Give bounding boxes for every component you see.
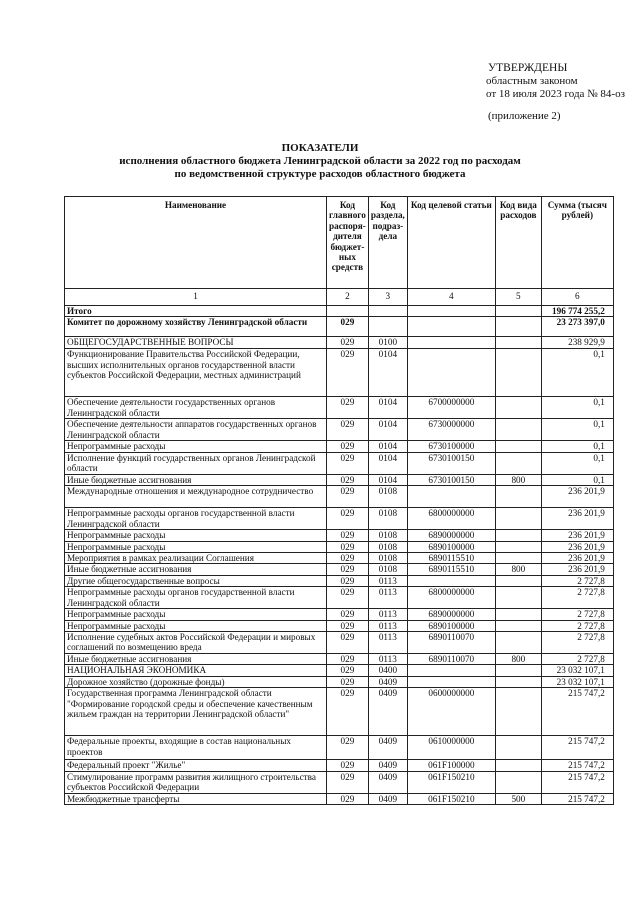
row-razdel: 0104 [368,349,407,397]
row-expense-type [495,397,541,419]
row-sum: 2 727,8 [541,632,613,654]
header-razdel: Код раздела, подраз-дела [368,197,407,289]
table-row [65,553,614,564]
row-grbs: 029 [327,486,369,508]
row-name: Межбюджетные трансферты [65,793,327,804]
row-razdel: 0113 [368,587,407,609]
header-target-article: Код целевой статьи [407,197,495,289]
row-grbs: 029 [327,419,369,441]
row-grbs: 029 [327,620,369,631]
row-expense-type [495,541,541,552]
row-razdel: 0104 [368,441,407,452]
row-razdel: 0113 [368,632,407,654]
row-name: Иные бюджетные ассигнования [65,564,327,575]
row-sum: 2 727,8 [541,609,613,620]
header-grbs: Код главного распоря-дителя бюджет-ных средств [327,197,369,289]
row-name: Исполнение судебных актов Российской Федерации и мировых соглашений по возмещению вреда [65,632,327,654]
table-header-row [65,197,614,289]
row-sum: 0,1 [541,349,613,397]
row-expense-type [495,553,541,564]
row-expense-type [495,419,541,441]
table-row [65,736,614,760]
row-expense-type [495,688,541,736]
row-name: Непрограммные расходы [65,620,327,631]
row-sum: 236 201,9 [541,564,613,575]
row-expense-type [495,452,541,474]
column-number: 6 [541,289,613,306]
row-name: Итого [65,306,327,317]
row-expense-type [495,587,541,609]
row-razdel: 0108 [368,508,407,530]
row-sum: 215 747,2 [541,793,613,804]
row-grbs: 029 [327,474,369,485]
row-expense-type [495,575,541,586]
row-name: Международные отношения и международное сотрудничество [65,486,327,508]
table-row [65,665,614,676]
row-name: НАЦИОНАЛЬНАЯ ЭКОНОМИКА [65,665,327,676]
row-name: Иные бюджетные ассигнования [65,654,327,665]
column-number: 1 [65,289,327,306]
row-name: Функционирование Правительства Российской Федерации, высших исполнительных органов государственной власти субъектов Российской Федерации, местных администраций [65,349,327,397]
header-name: Наименование [65,197,327,289]
row-razdel: 0409 [368,771,407,793]
table-row [65,530,614,541]
row-expense-type [495,620,541,631]
table-row [65,349,614,397]
table-row [65,587,614,609]
row-name: Федеральные проекты, входящие в состав национальных проектов [65,736,327,760]
row-sum: 0,1 [541,397,613,419]
expenditure-table [64,196,614,805]
row-razdel: 0108 [368,553,407,564]
row-name: Обеспечение деятельности государственных органов Ленинградской области [65,397,327,419]
row-grbs: 029 [327,564,369,575]
table-row [65,317,614,337]
row-razdel: 0108 [368,486,407,508]
header-expense-type: Код вида расходов [495,197,541,289]
row-target-article: 6890115510 [407,564,495,575]
row-razdel: 0108 [368,564,407,575]
row-grbs: 029 [327,654,369,665]
row-expense-type [495,736,541,760]
row-grbs: 029 [327,441,369,452]
row-sum: 236 201,9 [541,530,613,541]
table-row [65,793,614,804]
row-grbs: 029 [327,688,369,736]
row-sum: 23 032 107,1 [541,676,613,687]
row-razdel: 0409 [368,676,407,687]
row-razdel: 0400 [368,665,407,676]
row-sum: 236 201,9 [541,541,613,552]
row-target-article: 061F100000 [407,760,495,771]
row-grbs: 029 [327,530,369,541]
table-row [65,452,614,474]
row-razdel: 0409 [368,793,407,804]
row-target-article: 6800000000 [407,508,495,530]
row-target-article [407,306,495,317]
row-target-article: 6890000000 [407,530,495,541]
row-sum: 2 727,8 [541,654,613,665]
row-grbs: 029 [327,665,369,676]
row-grbs: 029 [327,587,369,609]
row-expense-type [495,771,541,793]
row-target-article: 6730100000 [407,441,495,452]
table-row [65,474,614,485]
row-razdel: 0409 [368,760,407,771]
row-sum: 236 201,9 [541,553,613,564]
row-expense-type [495,508,541,530]
row-name: Стимулирование программ развития жилищного строительства субъектов Российской Федерации [65,771,327,793]
table-row [65,654,614,665]
row-razdel: 0113 [368,575,407,586]
row-target-article: 6730000000 [407,419,495,441]
row-expense-type: 800 [495,564,541,575]
table-row [65,397,614,419]
approval-line-date: от 18 июля 2023 года № 84-оз [486,88,625,100]
row-target-article: 6700000000 [407,397,495,419]
table-row [65,541,614,552]
row-sum: 2 727,8 [541,620,613,631]
row-grbs [327,306,369,317]
row-razdel: 0409 [368,736,407,760]
table-row [65,609,614,620]
row-grbs: 029 [327,337,369,349]
row-target-article [407,676,495,687]
row-expense-type [495,676,541,687]
row-expense-type [495,665,541,676]
row-name: Другие общегосударственные вопросы [65,575,327,586]
row-grbs: 029 [327,541,369,552]
row-name: Иные бюджетные ассигнования [65,474,327,485]
row-grbs: 029 [327,771,369,793]
row-target-article: 0600000000 [407,688,495,736]
row-target-article: 6730100150 [407,474,495,485]
row-grbs: 029 [327,760,369,771]
row-name: Исполнение функций государственных органов Ленинградской области [65,452,327,474]
row-name: Обеспечение деятельности аппаратов государственных органов Ленинградской области [65,419,327,441]
document-title: ПОКАЗАТЕЛИ [281,142,359,154]
table-row [65,760,614,771]
row-target-article [407,317,495,337]
row-razdel: 0108 [368,530,407,541]
table-row [65,306,614,317]
row-expense-type [495,441,541,452]
row-grbs: 029 [327,736,369,760]
column-number: 5 [495,289,541,306]
row-sum: 215 747,2 [541,771,613,793]
row-expense-type: 800 [495,474,541,485]
row-target-article: 0610000000 [407,736,495,760]
row-expense-type [495,306,541,317]
document-subtitle-1: исполнения областного бюджета Ленинградской области за 2022 год по расходам [119,155,521,167]
row-name: Непрограммные расходы [65,441,327,452]
row-sum: 196 774 255,2 [541,306,613,317]
row-target-article: 6730100150 [407,452,495,474]
approval-line-law: областным законом [486,75,578,87]
row-grbs: 029 [327,553,369,564]
row-expense-type [495,349,541,397]
row-razdel: 0104 [368,452,407,474]
row-sum: 215 747,2 [541,760,613,771]
table-row [65,575,614,586]
table-row [65,688,614,736]
row-target-article: 061F150210 [407,793,495,804]
row-expense-type: 500 [495,793,541,804]
row-expense-type [495,317,541,337]
table-body [65,306,614,805]
table-row [65,564,614,575]
row-sum: 215 747,2 [541,736,613,760]
row-grbs: 029 [327,317,369,337]
row-target-article: 6890000000 [407,609,495,620]
row-razdel: 0104 [368,474,407,485]
row-sum: 0,1 [541,474,613,485]
row-name: Дорожное хозяйство (дорожные фонды) [65,676,327,687]
row-target-article: 6890110070 [407,632,495,654]
row-sum: 236 201,9 [541,486,613,508]
row-grbs: 029 [327,508,369,530]
column-number: 4 [407,289,495,306]
row-razdel: 0113 [368,654,407,665]
table-row [65,508,614,530]
table-row [65,676,614,687]
table-row [65,337,614,349]
row-razdel [368,306,407,317]
row-grbs: 029 [327,397,369,419]
row-grbs: 029 [327,452,369,474]
row-expense-type [495,609,541,620]
row-sum: 0,1 [541,419,613,441]
table-row [65,441,614,452]
header-sum: Сумма (тысяч рублей) [541,197,613,289]
row-grbs: 029 [327,676,369,687]
table-row [65,486,614,508]
approval-stamp [486,62,636,123]
row-expense-type: 800 [495,654,541,665]
row-sum: 215 747,2 [541,688,613,736]
row-name: Государственная программа Ленинградской области "Формирование городской среды и обеспечение качественным жильем граждан на территории Ленинградской области" [65,688,327,736]
row-target-article: 6890115510 [407,553,495,564]
row-sum: 2 727,8 [541,587,613,609]
row-grbs: 029 [327,793,369,804]
row-sum: 0,1 [541,441,613,452]
row-name: Непрограммные расходы органов государственной власти Ленинградской области [65,587,327,609]
row-name: Непрограммные расходы органов государственной власти Ленинградской области [65,508,327,530]
row-grbs: 029 [327,609,369,620]
row-expense-type [495,486,541,508]
row-expense-type [495,632,541,654]
row-name: Непрограммные расходы [65,541,327,552]
row-target-article: 061F150210 [407,771,495,793]
row-name: ОБЩЕГОСУДАРСТВЕННЫЕ ВОПРОСЫ [65,337,327,349]
column-numbers-row [65,289,614,306]
row-name: Федеральный проект "Жилье" [65,760,327,771]
row-expense-type [495,530,541,541]
row-razdel: 0409 [368,688,407,736]
row-sum: 23 273 397,0 [541,317,613,337]
row-target-article [407,486,495,508]
row-target-article: 6890100000 [407,620,495,631]
row-expense-type [495,337,541,349]
row-sum: 238 929,9 [541,337,613,349]
column-number: 2 [327,289,369,306]
row-name: Непрограммные расходы [65,609,327,620]
row-grbs: 029 [327,349,369,397]
table-row [65,419,614,441]
row-sum: 2 727,8 [541,575,613,586]
row-name: Непрограммные расходы [65,530,327,541]
row-sum: 0,1 [541,452,613,474]
row-name: Мероприятия в рамках реализации Соглашения [65,553,327,564]
row-target-article: 6890100000 [407,541,495,552]
row-razdel: 0108 [368,541,407,552]
table-row [65,771,614,793]
column-number: 3 [368,289,407,306]
table-row [65,632,614,654]
row-grbs: 029 [327,632,369,654]
row-target-article: 6890110070 [407,654,495,665]
row-sum: 236 201,9 [541,508,613,530]
table-row [65,620,614,631]
row-razdel: 0113 [368,609,407,620]
document-subtitle-2: по ведомственной структуре расходов областного бюджета [174,168,466,180]
row-razdel: 0113 [368,620,407,631]
row-name: Комитет по дорожному хозяйству Ленинградской области [65,317,327,337]
row-target-article [407,575,495,586]
row-razdel [368,317,407,337]
row-target-article: 6800000000 [407,587,495,609]
row-target-article [407,349,495,397]
row-sum: 23 032 107,1 [541,665,613,676]
row-target-article [407,337,495,349]
row-expense-type [495,760,541,771]
row-grbs: 029 [327,575,369,586]
approval-line-appendix: (приложение 2) [488,110,561,122]
approval-line-approved: УТВЕРЖДЕНЫ [488,62,568,74]
row-target-article [407,665,495,676]
row-razdel: 0104 [368,397,407,419]
row-razdel: 0100 [368,337,407,349]
row-razdel: 0104 [368,419,407,441]
